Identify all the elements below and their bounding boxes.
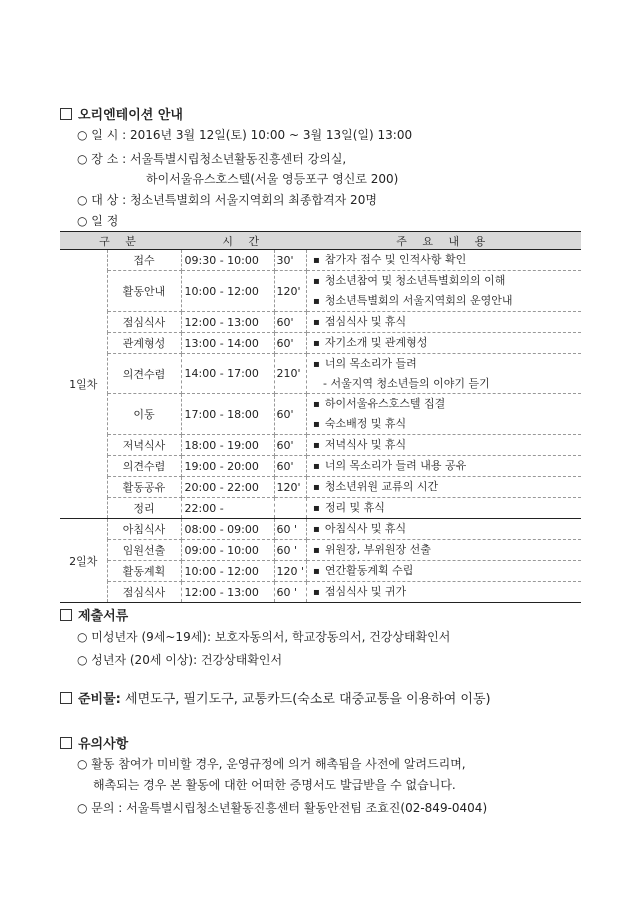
activity-content [307, 354, 581, 394]
activity-duration: 60' [274, 435, 307, 456]
activity-duration: 60' [274, 312, 307, 333]
schedule-row [60, 582, 581, 603]
content-line: ▪ 아침식사 및 휴식 [313, 519, 578, 539]
checkbox-square-icon [60, 692, 72, 704]
schedule-row [60, 561, 581, 582]
orientation-place-2: 하이서울유스호스텔(서울 영등포구 영신로 200) [146, 172, 399, 186]
activity-time: 09:00 - 10:00 [181, 540, 274, 561]
activity-duration: 60 ' [274, 582, 307, 603]
activity-content [307, 333, 581, 354]
day-label: 2일차 [60, 519, 107, 603]
schedule-row [60, 498, 581, 519]
content-line: ▪ 점심식사 및 휴식 [313, 312, 578, 332]
activity-time: 14:00 - 17:00 [181, 354, 274, 394]
activity-time: 20:00 - 22:00 [181, 477, 274, 498]
content-line: ▪ 참가자 접수 및 인적사항 확인 [313, 250, 578, 270]
activity-name: 점심식사 [107, 582, 181, 603]
schedule-row [60, 333, 581, 354]
activity-content [307, 540, 581, 561]
activity-name: 의견수렴 [107, 354, 181, 394]
activity-duration: 60' [274, 333, 307, 354]
notes-contact: ○ 문의 : 서울특별시립청소년활동진흥센터 활동안전팀 조효진(02-849-0404) [77, 801, 488, 815]
schedule-row [60, 456, 581, 477]
supplies-text: 세면도구, 필기도구, 교통카드(숙소로 대중교통을 이용하여 이동) [120, 692, 491, 707]
content-line: ▪ 위원장, 부위원장 선출 [313, 540, 578, 560]
activity-duration: 60' [274, 394, 307, 435]
activity-time: 12:00 - 13:00 [181, 582, 274, 603]
activity-time: 18:00 - 19:00 [181, 435, 274, 456]
checkbox-square-icon [60, 609, 72, 621]
activity-time: 10:00 - 12:00 [181, 271, 274, 312]
checkbox-square-icon [60, 108, 72, 120]
documents-adult: ○ 성년자 (20세 이상): 건강상태확인서 [77, 653, 283, 667]
activity-name: 아침식사 [107, 519, 181, 540]
activity-content [307, 456, 581, 477]
schedule-header-row [60, 232, 581, 250]
activity-time: 08:00 - 09:00 [181, 519, 274, 540]
activity-name: 접수 [107, 250, 181, 271]
activity-content [307, 271, 581, 312]
activity-name: 점심식사 [107, 312, 181, 333]
orientation-title: 오리엔테이션 안내 [60, 104, 183, 123]
notes-line-2: 해촉되는 경우 본 활동에 대한 어떠한 증명서도 발급받을 수 없습니다. [93, 778, 456, 792]
activity-name: 활동안내 [107, 271, 181, 312]
day-label: 1일차 [60, 250, 107, 519]
activity-name: 정리 [107, 498, 181, 519]
activity-name: 저녁식사 [107, 435, 181, 456]
schedule-row [60, 354, 581, 394]
activity-duration: 210' [274, 354, 307, 394]
notes-line-1: ○ 활동 참여가 미비할 경우, 운영규정에 의거 해촉됨을 사전에 알려드리며, [77, 757, 466, 771]
supplies-section [60, 688, 491, 707]
schedule-row [60, 477, 581, 498]
activity-content [307, 394, 581, 435]
activity-duration: 60' [274, 456, 307, 477]
content-line: ▪ 청소년참여 및 청소년특별회의의 이해 [313, 271, 578, 291]
content-line: ▪ 저녁식사 및 휴식 [313, 435, 578, 455]
activity-time: 19:00 - 20:00 [181, 456, 274, 477]
activity-content [307, 250, 581, 271]
activity-content [307, 435, 581, 456]
schedule-row [60, 519, 581, 540]
activity-duration: 120' [274, 271, 307, 312]
schedule-row [60, 250, 581, 271]
activity-duration: 60 ' [274, 519, 307, 540]
content-line: ▪ 너의 목소리가 들려 내용 공유 [313, 456, 578, 476]
activity-name: 이동 [107, 394, 181, 435]
supplies-title: 준비물: [78, 692, 121, 707]
orientation-date: ○ 일 시 : 2016년 3월 12일(토) 10:00 ~ 3월 13일(일) 13:00 [77, 128, 413, 142]
content-line: - 서울지역 청소년들의 이야기 듣기 [323, 377, 490, 390]
header-content: 주 요 내 용 [307, 232, 581, 250]
orientation-target: ○ 대 상 : 청소년특별회의 서울지역회의 최종합격자 20명 [77, 193, 377, 207]
activity-time: 22:00 - [181, 498, 274, 519]
schedule-table [60, 231, 581, 603]
orientation-schedule-label: ○ 일 정 [77, 214, 119, 228]
activity-duration: 120' [274, 477, 307, 498]
content-line: ▪ 너의 목소리가 들려 [313, 354, 578, 374]
activity-time: 13:00 - 14:00 [181, 333, 274, 354]
header-time: 시 간 [181, 232, 307, 250]
activity-name: 의견수렴 [107, 456, 181, 477]
activity-content [307, 312, 581, 333]
activity-name: 활동계획 [107, 561, 181, 582]
header-category: 구 분 [60, 232, 181, 250]
schedule-row [60, 394, 581, 435]
activity-duration: 30' [274, 250, 307, 271]
content-line: ▪ 청소년위원 교류의 시간 [313, 477, 578, 497]
content-line: ▪ 숙소배정 및 휴식 [313, 414, 578, 434]
documents-minor: ○ 미성년자 (9세~19세): 보호자동의서, 학교장동의서, 건강상태확인서 [77, 630, 451, 644]
checkbox-square-icon [60, 737, 72, 749]
activity-name: 관계형성 [107, 333, 181, 354]
activity-content [307, 519, 581, 540]
activity-content [307, 498, 581, 519]
schedule-row [60, 540, 581, 561]
activity-duration: 60 ' [274, 540, 307, 561]
content-line: ▪ 연간활동계획 수립 [313, 561, 578, 581]
schedule-row [60, 271, 581, 312]
schedule-row [60, 312, 581, 333]
notes-title: 유의사항 [60, 733, 128, 752]
activity-time: 17:00 - 18:00 [181, 394, 274, 435]
activity-duration: 120 ' [274, 561, 307, 582]
activity-content [307, 477, 581, 498]
activity-content [307, 561, 581, 582]
content-line: ▪ 청소년특별회의 서울지역회의 운영안내 [313, 291, 578, 311]
activity-content [307, 582, 581, 603]
content-line: ▪ 점심식사 및 귀가 [313, 582, 578, 602]
activity-name: 활동공유 [107, 477, 181, 498]
content-line: ▪ 자기소개 및 관계형성 [313, 333, 578, 353]
orientation-place: ○ 장 소 : 서울특별시립청소년활동진흥센터 강의실, [77, 152, 347, 166]
documents-title: 제출서류 [60, 605, 128, 624]
activity-name: 임원선출 [107, 540, 181, 561]
activity-duration [274, 498, 307, 519]
content-line: ▪ 정리 및 휴식 [313, 498, 578, 518]
activity-time: 10:00 - 12:00 [181, 561, 274, 582]
content-line: ▪ 하이서울유스호스텔 집결 [313, 394, 578, 414]
schedule-row [60, 435, 581, 456]
activity-time: 09:30 - 10:00 [181, 250, 274, 271]
activity-time: 12:00 - 13:00 [181, 312, 274, 333]
